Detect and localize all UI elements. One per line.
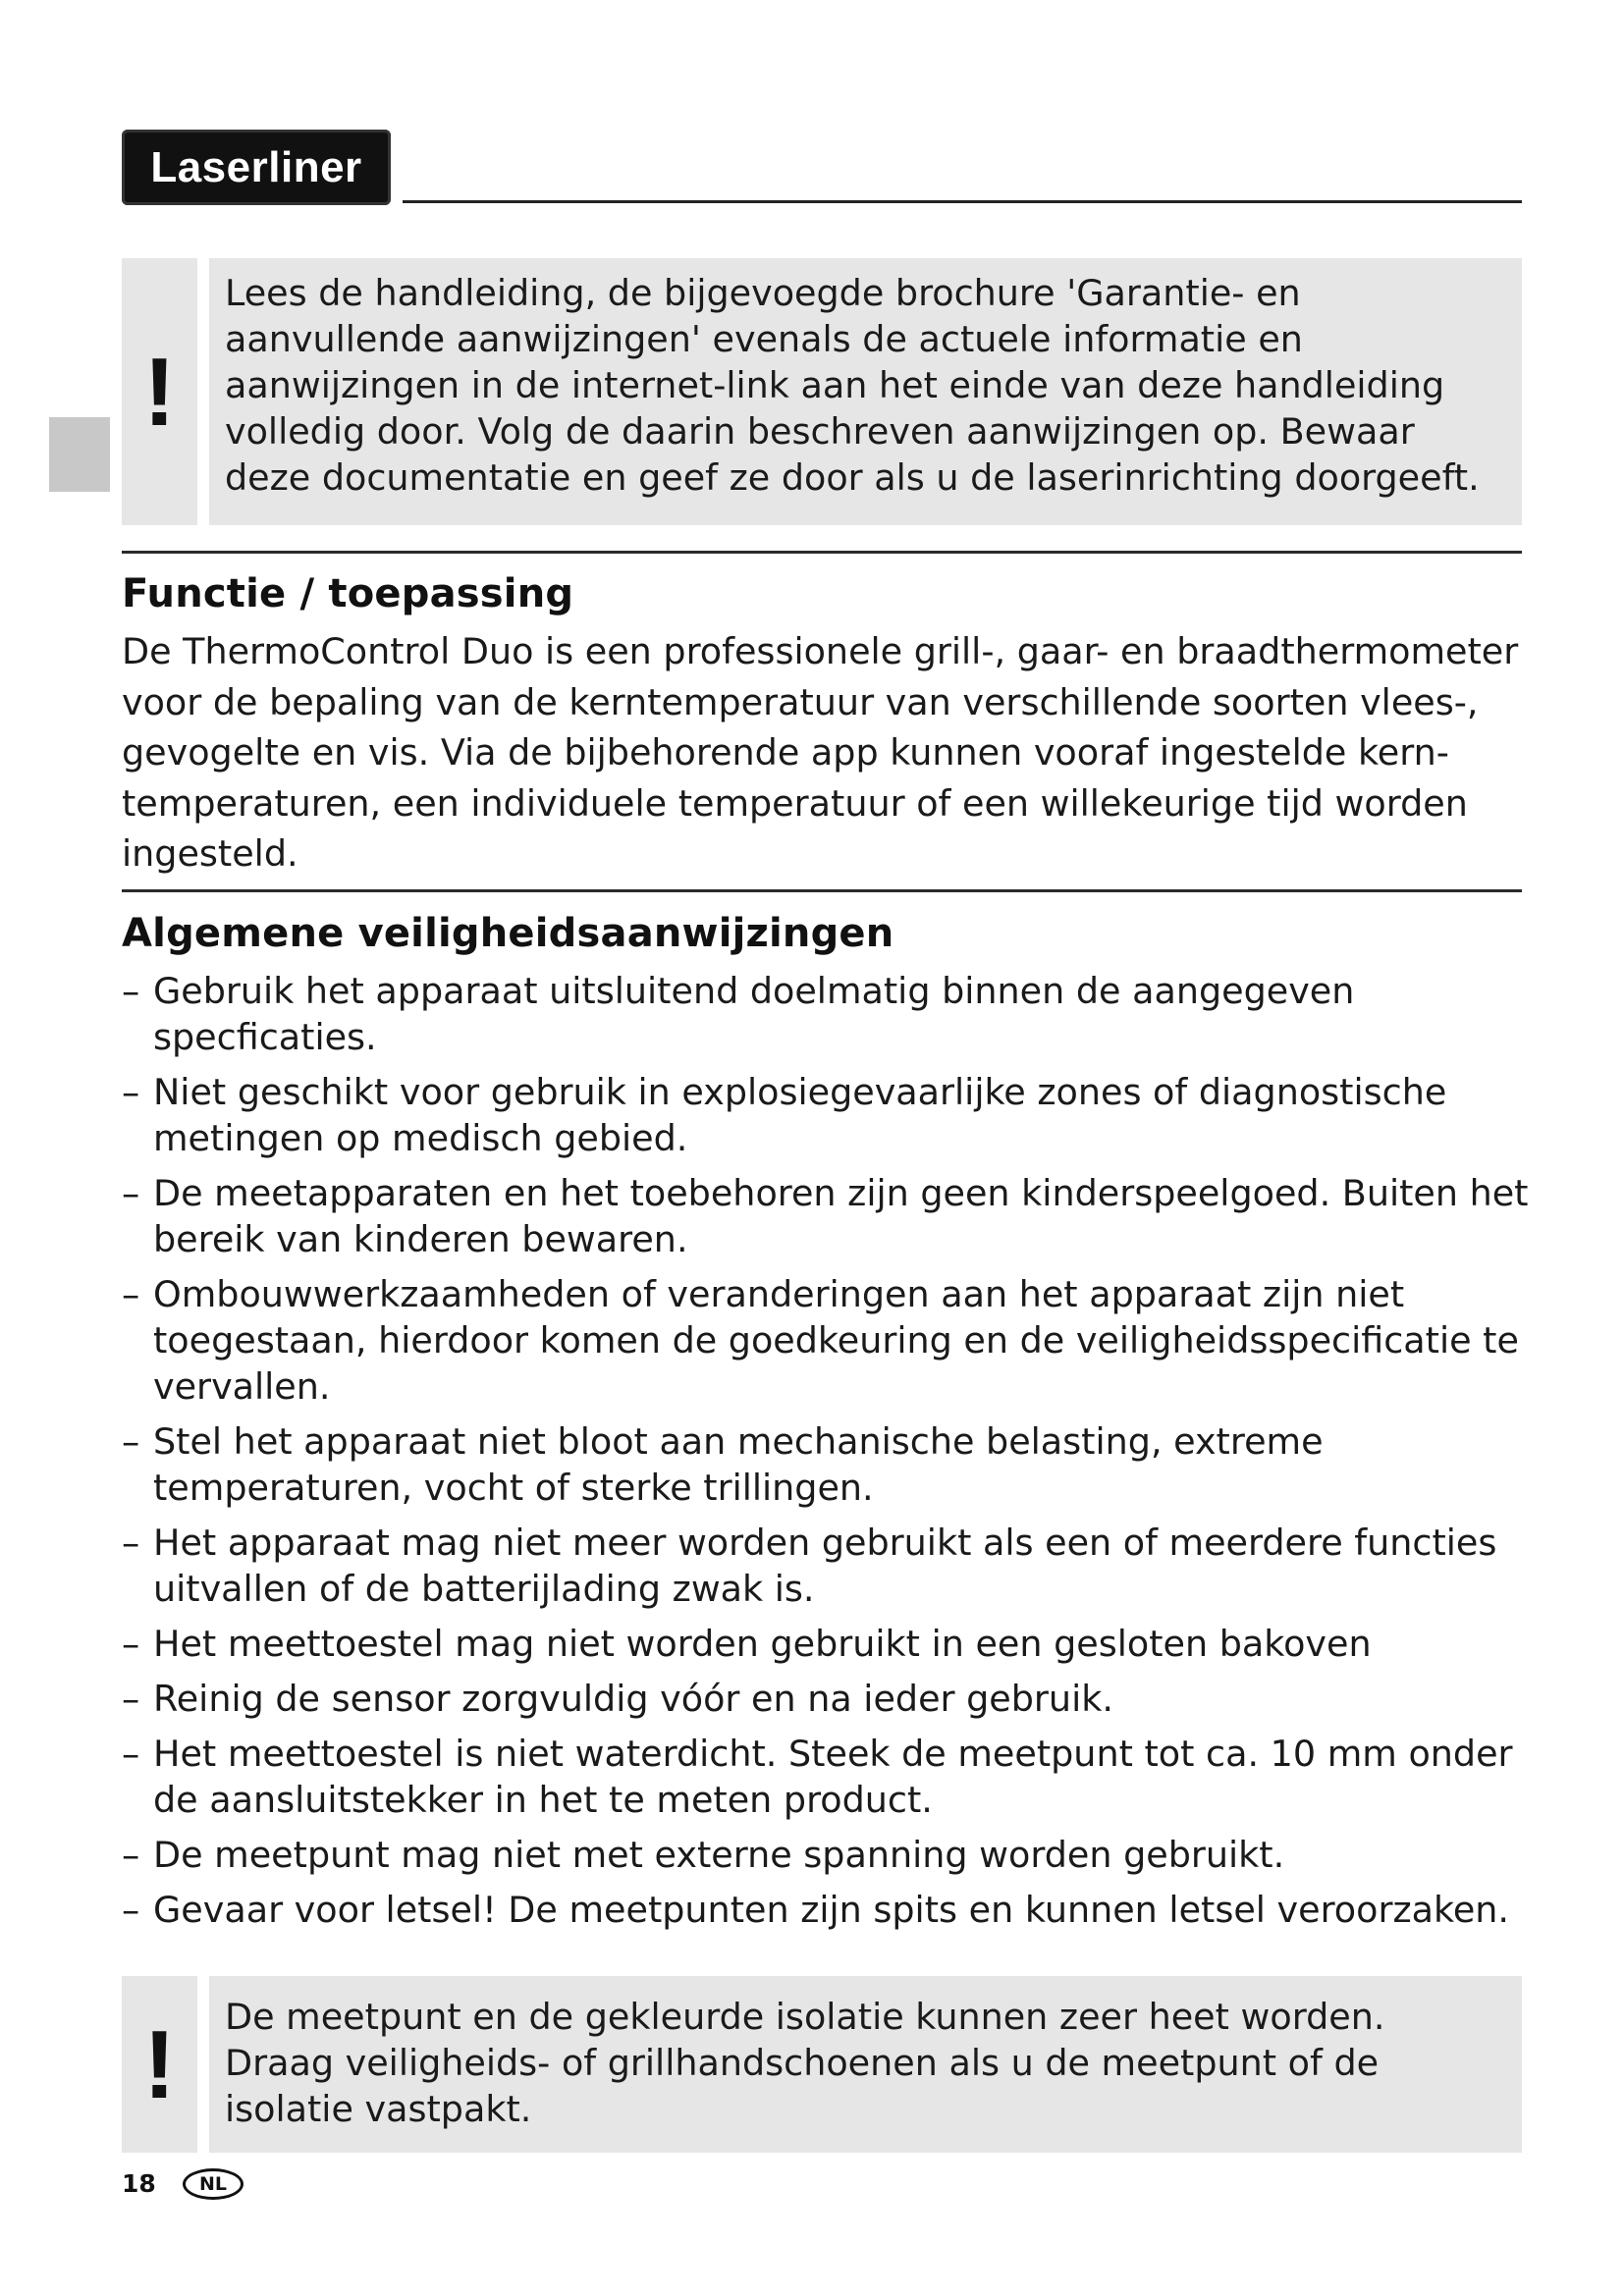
list-item: [122, 1520, 1536, 1612]
list-item-text: Gevaar voor letsel! De meetpunten zijn spits en kunnen letsel veroorzaken.: [153, 1889, 1510, 1931]
section-title-safety: Algemene veiligheidsaanwijzingen: [122, 911, 894, 956]
dash-icon: –: [122, 1071, 140, 1113]
list-item-text: Stel het apparaat niet bloot aan mechanische belasting, extreme temperaturen, vocht of sterke trillingen.: [153, 1420, 1324, 1509]
dash-icon: –: [122, 1733, 140, 1775]
section-title-function: Functie / toepassing: [122, 571, 574, 616]
list-item-text: Het meettoestel is niet waterdicht. Steek de meetpunt tot ca. 10 mm onder de aansluitstekker in het te meten product.: [153, 1733, 1513, 1821]
list-item: [122, 1887, 1536, 1933]
section-divider: [122, 551, 1522, 554]
list-item: [122, 1271, 1536, 1410]
list-item-text: Gebruik het apparaat uitsluitend doelmatig binnen de aangegeven specficaties.: [153, 970, 1355, 1058]
list-item-text: Reinig de sensor zorgvuldig vóór en na ieder gebruik.: [153, 1678, 1113, 1720]
dash-icon: –: [122, 1273, 140, 1315]
list-item-text: Het apparaat mag niet meer worden gebruikt als een of meerdere functies uitvallen of de batterijlading zwak is.: [153, 1522, 1497, 1610]
dash-icon: –: [122, 970, 140, 1012]
list-item: [122, 1170, 1536, 1262]
list-item: [122, 1832, 1536, 1878]
dash-icon: –: [122, 1889, 140, 1931]
list-item: [122, 1621, 1536, 1667]
list-item: [122, 1069, 1536, 1161]
list-item: [122, 968, 1536, 1060]
safety-list: [122, 968, 1536, 1942]
dash-icon: –: [122, 1172, 140, 1214]
warning-icon-cell: [122, 258, 197, 525]
section-divider: [122, 889, 1522, 892]
list-item-text: Niet geschikt voor gebruik in explosiegevaarlijke zones of diagnostische metingen op medisch gebied.: [153, 1071, 1447, 1159]
list-item-text: Het meettoestel mag niet worden gebruikt in een gesloten bakoven: [153, 1623, 1372, 1665]
list-item-text: Ombouwwerkzaamheden of veranderingen aan het apparaat zijn niet toegestaan, hierdoor komen de goedkeuring en de veiligheidsspecificatie te vervallen.: [153, 1273, 1519, 1408]
list-item-text: De meetpunt mag niet met externe spanning worden gebruikt.: [153, 1834, 1285, 1876]
language-badge: [183, 2168, 244, 2200]
notice-bottom-text: De meetpunt en de gekleurde isolatie kunnen zeer heet worden. Draag veiligheids- of grillhandschoenen als u de meetpunt of de isolatie vastpakt.: [209, 1976, 1522, 2153]
language-code: NL: [198, 2173, 227, 2195]
brand-logo: [122, 130, 391, 205]
dash-icon: –: [122, 1623, 140, 1665]
dash-icon: –: [122, 1420, 140, 1463]
brand-name: Laserliner: [150, 142, 362, 191]
exclamation-icon: !: [143, 338, 176, 446]
warning-icon-cell: [122, 1976, 197, 2153]
side-tab-marker: [49, 417, 110, 492]
exclamation-icon: !: [143, 2010, 176, 2118]
dash-icon: –: [122, 1678, 140, 1720]
function-paragraph: De ThermoControl Duo is een professionele grill-, gaar- en braadthermometer voor de bepaling van de kerntemperatuur van verschillende soorten vlees-, gevogelte en vis. Via de bijbehorende app kunnen vooraf ingestelde kern-temperaturen, een individuele temperatuur of een willekeurige tijd worden ingesteld.: [122, 630, 1519, 875]
dash-icon: –: [122, 1834, 140, 1876]
list-item: [122, 1731, 1536, 1823]
dash-icon: –: [122, 1522, 140, 1564]
list-item: [122, 1418, 1536, 1511]
notice-top: [122, 258, 1522, 525]
notice-bottom: [122, 1976, 1522, 2153]
header-rule: [403, 200, 1522, 203]
notice-top-text: Lees de handleiding, de bijgevoegde brochure 'Garantie- en aanvullende aanwijzingen' evenals de actuele informatie en aanwijzingen in de internet-link aan het einde van deze handleiding volledig door. Volg de daarin beschreven aanwijzingen op. Bewaar deze documentatie en geef ze door als u de laserinrichting doorgeeft.: [209, 258, 1522, 525]
page-number: 18: [122, 2169, 156, 2198]
list-item: [122, 1676, 1536, 1722]
list-item-text: De meetapparaten en het toebehoren zijn geen kinderspeelgoed. Buiten het bereik van kinderen bewaren.: [153, 1172, 1529, 1260]
